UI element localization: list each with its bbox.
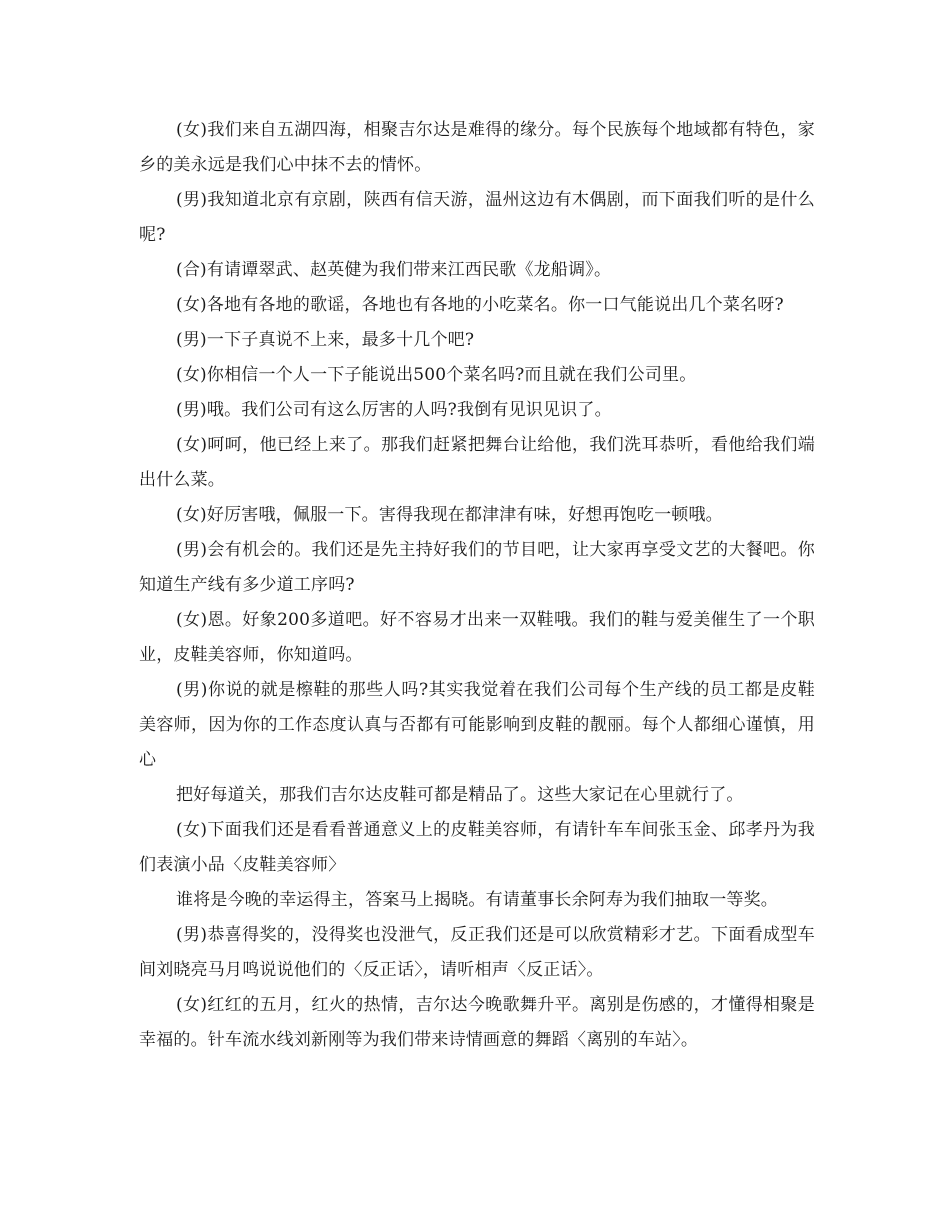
- paragraph: (男)你说的就是檫鞋的那些人吗?其实我觉着在我们公司每个生产线的员工都是皮鞋美容师，因为你的工作态度认真与否都有可能影响到皮鞋的靓丽。每个人都细心谨慎，用心: [139, 680, 815, 770]
- paragraph: (女)各地有各地的歌谣，各地也有各地的小吃菜名。你一口气能说出几个菜名呀?: [176, 295, 784, 315]
- paragraph: (男)会有机会的。我们还是先主持好我们的节目吧，让大家再享受文艺的大餐吧。你知道生产线有多少道工序吗?: [139, 540, 815, 595]
- paragraph: (女)呵呵，他已经上来了。那我们赶紧把舞台让给他，我们洗耳恭听，看他给我们端出什么菜。: [139, 435, 815, 490]
- paragraph: (女)我们来自五湖四海，相聚吉尔达是难得的缘分。每个民族每个地域都有特色，家乡的美永远是我们心中抹不去的情怀。: [139, 120, 815, 175]
- paragraph: (女)红红的五月，红火的热情，吉尔达今晚歌舞升平。离别是伤感的，才懂得相聚是幸福的。针车流水线刘新刚等为我们带来诗情画意的舞蹈〈离别的车站〉。: [139, 995, 815, 1050]
- document-body: [139, 113, 815, 1058]
- paragraph: (合)有请谭翠武、赵英健为我们带来江西民歌《龙船调》。: [176, 260, 612, 280]
- paragraph: (女)恩。好象200多道吧。好不容易才出来一双鞋哦。我们的鞋与爱美催生了一个职业，皮鞋美容师，你知道吗。: [139, 610, 815, 665]
- paragraph: (女)好厉害哦，佩服一下。害得我现在都津津有味，好想再饱吃一顿哦。: [176, 505, 723, 525]
- paragraph: (女)下面我们还是看看普通意义上的皮鞋美容师，有请针车车间张玉金、邱孝丹为我们表演小品〈皮鞋美容师〉: [139, 820, 815, 875]
- paragraph: (男)一下子真说不上来，最多十几个吧?: [176, 330, 475, 350]
- paragraph: 把好每道关，那我们吉尔达皮鞋可都是精品了。这些大家记在心里就行了。: [176, 785, 744, 805]
- paragraph: 谁将是今晚的幸运得主，答案马上揭晓。有请董事长余阿寿为我们抽取一等奖。: [176, 890, 778, 910]
- paragraph: (男)我知道北京有京剧，陕西有信天游，温州这边有木偶剧，而下面我们听的是什么呢?: [139, 190, 815, 245]
- paragraph: (男)恭喜得奖的，没得奖也没泄气，反正我们还是可以欣赏精彩才艺。下面看成型车间刘晓亮马月鸣说说他们的〈反正话〉，请听相声〈反正话〉。: [139, 925, 815, 980]
- paragraph: (男)哦。我们公司有这么厉害的人吗?我倒有见识见识了。: [176, 400, 612, 420]
- paragraph: (女)你相信一个人一下子能说出500个菜名吗?而且就在我们公司里。: [176, 365, 697, 385]
